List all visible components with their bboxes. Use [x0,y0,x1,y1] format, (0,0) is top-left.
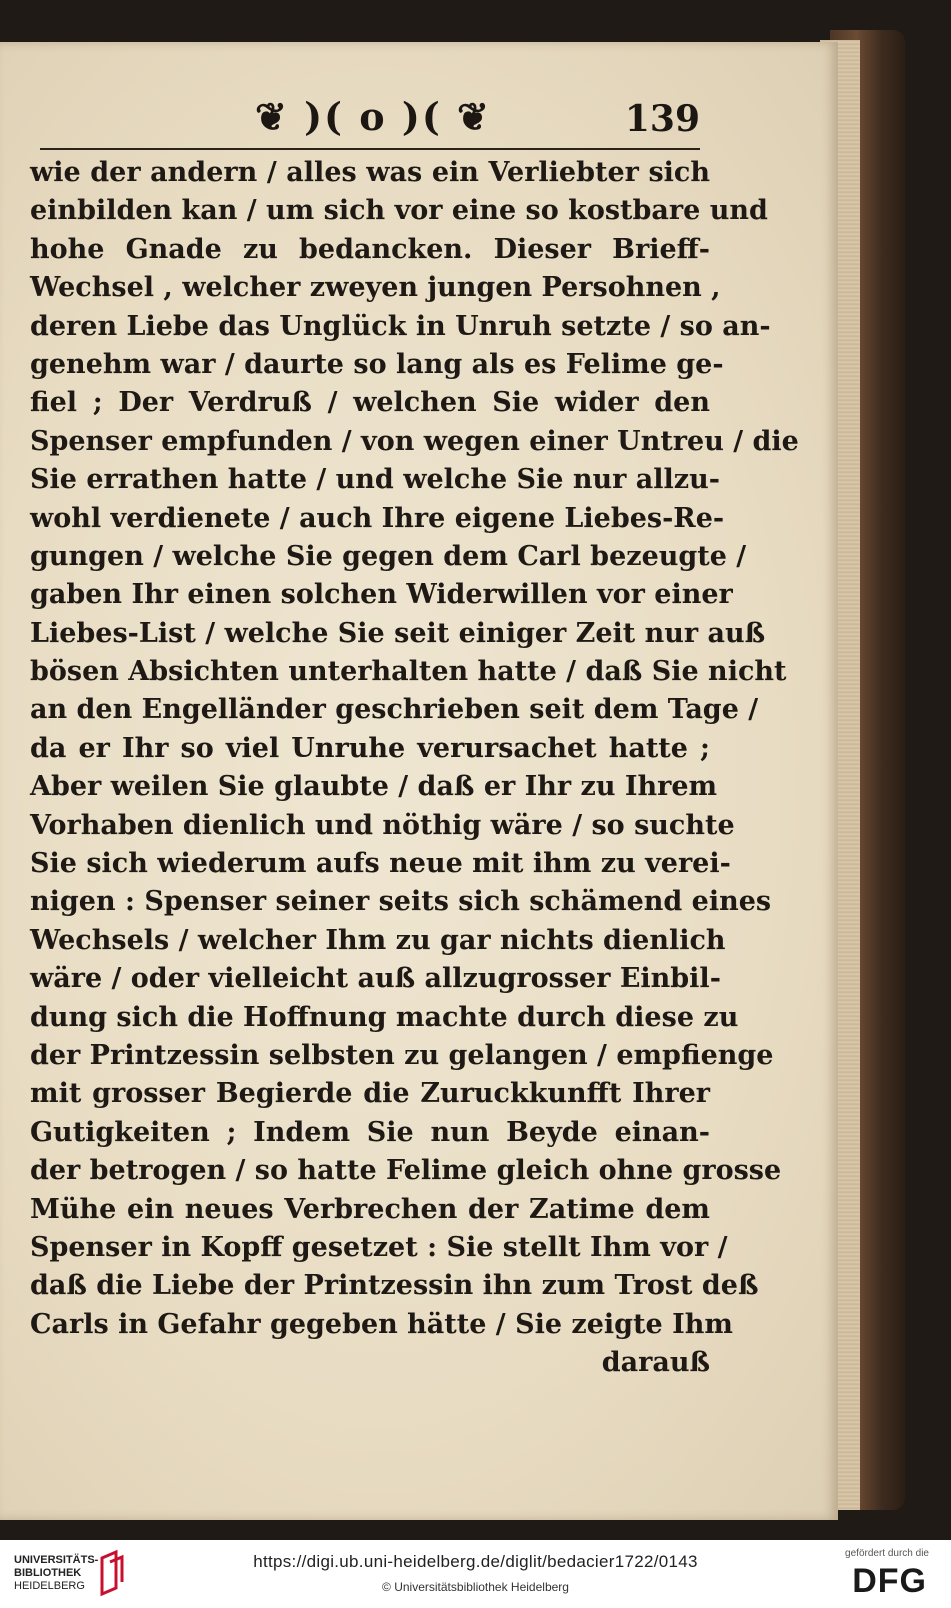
text-line: Spenser in Kopff gesetzet : Sie stellt Ihm vor / [30,1231,728,1263]
page-header [40,92,700,142]
page-number: 139 [624,98,700,140]
text-line: Aber weilen Sie glaubte / daß er Ihr zu Ihrem [30,771,718,803]
text-line: genehm war / daurte so lang als es Felime ge- [30,348,724,380]
text-line: Mühe ein neues Verbrechen der Zatime dem [30,1193,710,1225]
text-line: nigen : Spenser seiner seits sich schämend eines [30,886,772,918]
text-line: wäre / oder vielleicht auß allzugrosser Einbil- [30,963,721,995]
text-line: dung sich die Hoffnung machte durch diese zu [30,1001,739,1033]
text-line: gungen / welche Sie gegen dem Carl bezeugte / [30,540,747,572]
text-line: da er Ihr so viel Unruhe verursachet hatte ; [30,732,710,764]
viewer-footer [0,1540,951,1608]
text-line: bösen Absichten unterhalten hatte / daß Sie nicht [30,656,787,688]
text-line: daß die Liebe der Printzessin ihn zum Trost deß [30,1270,759,1302]
dfg-logo: DFG [852,1562,927,1600]
text-line: darauß [601,1347,710,1379]
text-line: Sie errathen hatte / und welche Sie nur allzu- [30,464,720,496]
text-line: Wechsel , welcher zweyen jungen Persohnen , [30,272,721,304]
text-line: Carls in Gefahr gegeben hätte / Sie zeigte Ihm [30,1308,733,1340]
text-line: Vorhaben dienlich und nöthig wäre / so suchte [30,809,735,841]
copyright-notice: © Universitätsbibliothek Heidelberg [382,1580,569,1594]
text-line: gaben Ihr einen solchen Widerwillen vor einer [30,579,733,611]
page-url-link[interactable]: https://digi.ub.uni-heidelberg.de/diglit/bedacier1722/0143 [253,1552,698,1571]
text-line: hohe Gnade zu bedancken. Dieser Brieff- [30,233,710,265]
library-name-line3: HEIDELBERG [14,1580,85,1592]
header-rule [40,148,700,150]
text-line: mit grosser Begierde die Zuruckkunfft Ihrer [30,1078,710,1110]
text-line: deren Liebe das Unglück in Unruh setzte / so an- [30,310,771,342]
text-line: Wechsels / welcher Ihm zu gar nichts dienlich [30,924,726,956]
text-line: Spenser empfunden / von wegen einer Untreu / die [30,425,799,457]
text-line: der Printzessin selbsten zu gelangen / empfienge [30,1039,774,1071]
header-ornament: ❦ )( o )( ❦ [255,94,491,139]
book-page [0,42,838,1520]
text-line: Gutigkeiten ; Indem Sie nun Beyde einan- [30,1116,710,1148]
library-name-line2: BIBLIOTHEK [14,1567,82,1579]
library-name-line1: UNIVERSITÄTS- [14,1554,99,1566]
body-text [30,154,799,1383]
text-line: Sie sich wiederum aufs neue mit ihm zu verei- [30,848,731,880]
text-line: der betrogen / so hatte Felime gleich ohne grosse [30,1155,782,1187]
text-line: Liebes-List / welche Sie seit einiger Zeit nur auß [30,617,766,649]
text-line: wie der andern / alles was ein Verliebter sich [30,157,710,188]
text-line: an den Engelländer geschrieben seit dem Tage / [30,694,759,726]
funding-note: gefördert durch die [845,1548,929,1559]
text-line: einbilden kan / um sich vor eine so kostbare und [30,195,768,227]
text-line: wohl verdienete / auch Ihre eigene Liebes-Re- [30,502,725,534]
text-line: fiel ; Der Verdruß / welchen Sie wider den [30,387,710,419]
